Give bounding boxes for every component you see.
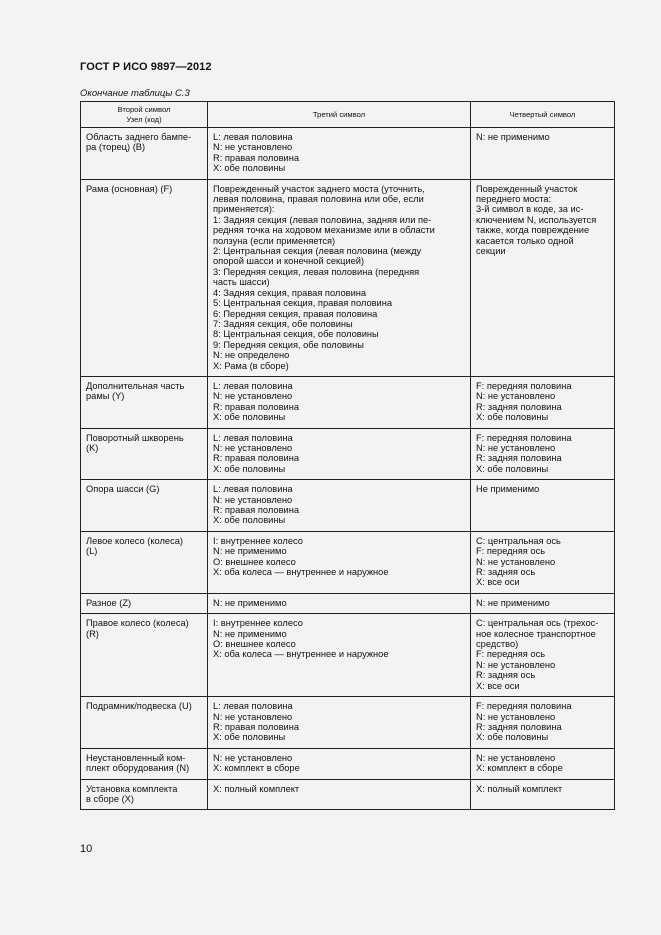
cell-text-line: секции <box>476 246 506 257</box>
cell-text-line: 3-й символ в коде, за ис- <box>476 204 584 215</box>
page-number: 10 <box>80 843 93 855</box>
table-row <box>81 779 615 810</box>
table-header-row <box>81 102 615 128</box>
cell-text-line: также, когда повреждение <box>476 225 590 236</box>
cell-text-line: Установка комплекта <box>86 783 178 794</box>
column-header-second-symbol <box>81 102 208 128</box>
cell-text-line: (K) <box>86 442 99 453</box>
fourth-symbol-cell <box>471 128 615 180</box>
cell-text-line: C: центральная ось (трехос- <box>476 618 599 629</box>
table-row <box>81 614 615 697</box>
cell-text-line: плект оборудования (N) <box>86 763 190 774</box>
column-header-fourth-symbol <box>471 102 615 128</box>
column-header-line: Второй символ <box>117 104 171 114</box>
third-symbol-cell <box>208 179 471 376</box>
fourth-symbol-cell <box>471 428 615 480</box>
table-row <box>81 179 615 376</box>
cell-text-line: (L) <box>86 546 98 557</box>
table-row <box>81 428 615 480</box>
cell-text-line: часть шасси) <box>213 277 270 288</box>
cell-text-line: ключением N, используется <box>476 214 597 225</box>
cell-text-line: 2: Центральная секция (левая половина (между <box>213 246 422 257</box>
cell-text-line: N: не установлено <box>213 494 293 505</box>
cell-text-line: N: не установлено <box>213 142 293 153</box>
third-symbol-cell <box>208 428 471 480</box>
cell-text-line: N: не применимо <box>476 597 550 608</box>
cell-text-line: X: оба колеса — внутреннее и наружное <box>213 567 389 578</box>
damage-code-table <box>80 101 615 810</box>
cell-text-line: N: не установлено <box>213 442 293 453</box>
cell-text-line: F: передняя половина <box>476 432 572 443</box>
cell-text-line: X: полный комплект <box>213 783 300 794</box>
cell-text-line: X: все оси <box>476 680 520 691</box>
cell-text-line: ра (торец) (B) <box>86 142 146 153</box>
cell-text-line: Область заднего бампе- <box>86 132 192 142</box>
table-caption: Окончание таблицы С.3 <box>80 88 190 99</box>
fourth-symbol-cell <box>471 779 615 810</box>
cell-text-line: Правое колесо (колеса) <box>86 618 189 629</box>
cell-text-line: F: передняя ось <box>476 649 546 660</box>
cell-text-line: 6: Передняя секция, правая половина <box>213 308 378 319</box>
cell-text-line: редняя точка на ходовом механизме или в области <box>213 225 435 236</box>
cell-text-line: Рама (основная) (F) <box>86 183 173 194</box>
second-symbol-cell <box>81 531 208 593</box>
cell-text-line: L: левая половина <box>213 432 293 443</box>
second-symbol-cell <box>81 480 208 532</box>
cell-text-line: Опора шасси (G) <box>86 484 160 495</box>
cell-text-line: X: все оси <box>476 577 520 588</box>
cell-text-line: X: обе половины <box>213 515 286 526</box>
third-symbol-cell <box>208 480 471 532</box>
cell-text-line: в сборе (X) <box>86 793 134 804</box>
table-row <box>81 531 615 593</box>
cell-text-line: N: не применимо <box>213 597 287 608</box>
cell-text-line: L: левая половина <box>213 380 293 391</box>
column-header-line: Четвертый символ <box>509 109 576 119</box>
cell-text-line: применяется): <box>213 204 275 215</box>
cell-text-line: N: не установлено <box>476 442 556 453</box>
cell-text-line: R: правая половина <box>213 505 300 515</box>
table-row <box>81 593 615 613</box>
cell-text-line: N: не применимо <box>476 132 550 142</box>
cell-text-line: N: не установлено <box>213 711 293 722</box>
cell-text-line: N: не установлено <box>476 752 556 763</box>
second-symbol-cell <box>81 748 208 779</box>
cell-text-line: N: не установлено <box>213 752 293 763</box>
cell-text-line: N: не установлено <box>476 711 556 722</box>
cell-text-line: O: внешнее колесо <box>213 556 296 567</box>
cell-text-line: R: правая половина <box>213 453 300 464</box>
cell-text-line: X: обе половины <box>476 463 549 474</box>
second-symbol-cell <box>81 593 208 613</box>
second-symbol-cell <box>81 779 208 810</box>
fourth-symbol-cell <box>471 531 615 593</box>
cell-text-line: переднего моста: <box>476 194 552 205</box>
cell-text-line: I: внутреннее колесо <box>213 535 303 546</box>
cell-text-line: ползуна (если применяется) <box>213 235 336 246</box>
cell-text-line: Неустановленный ком- <box>86 752 186 763</box>
fourth-symbol-cell <box>471 614 615 697</box>
cell-text-line: касается только одной <box>476 235 574 246</box>
cell-text-line: 4: Задняя секция, правая половина <box>213 287 367 298</box>
fourth-symbol-cell <box>471 179 615 376</box>
cell-text-line: X: обе половины <box>213 412 286 423</box>
third-symbol-cell <box>208 593 471 613</box>
third-symbol-cell <box>208 697 471 749</box>
cell-text-line: 3: Передняя секция, левая половина (передняя <box>213 266 420 277</box>
second-symbol-cell <box>81 376 208 428</box>
third-symbol-cell <box>208 376 471 428</box>
cell-text-line: L: левая половина <box>213 701 293 712</box>
cell-text-line: N: не установлено <box>476 659 556 670</box>
table-body <box>81 128 615 810</box>
cell-text-line: X: обе половины <box>476 732 549 743</box>
second-symbol-cell <box>81 614 208 697</box>
table-row <box>81 697 615 749</box>
cell-text-line: X: полный комплект <box>476 783 563 794</box>
cell-text-line: R: задняя ось <box>476 670 536 681</box>
document-header: ГОСТ Р ИСО 9897—2012 <box>80 61 212 73</box>
table-row <box>81 376 615 428</box>
second-symbol-cell <box>81 697 208 749</box>
cell-text-line: 1: Задняя секция (левая половина, задняя или пе- <box>213 214 432 225</box>
cell-text-line: R: задняя половина <box>476 721 562 732</box>
cell-text-line: 8: Центральная секция, обе половины <box>213 329 379 340</box>
second-symbol-cell <box>81 428 208 480</box>
cell-text-line: Подрамник/подвеска (U) <box>86 701 192 712</box>
cell-text-line: R: правая половина <box>213 401 300 412</box>
cell-text-line: N: не установлено <box>213 391 293 402</box>
cell-text-line: N: не установлено <box>476 556 556 567</box>
cell-text-line: X: комплект в сборе <box>213 763 300 774</box>
cell-text-line: Не применимо <box>476 484 540 495</box>
cell-text-line: N: не определено <box>213 350 290 361</box>
cell-text-line: R: правая половина <box>213 721 300 732</box>
cell-text-line: F: передняя половина <box>476 701 572 712</box>
third-symbol-cell <box>208 614 471 697</box>
third-symbol-cell <box>208 128 471 180</box>
cell-text-line: Левое колесо (колеса) <box>86 535 184 546</box>
cell-text-line: Поврежденный участок <box>476 183 578 194</box>
third-symbol-cell <box>208 748 471 779</box>
cell-text-line: 9: Передняя секция, обе половины <box>213 339 364 350</box>
cell-text-line: N: не применимо <box>213 546 287 557</box>
cell-text-line: средство) <box>476 639 519 650</box>
cell-text-line: 5: Центральная секция, правая половина <box>213 298 393 309</box>
fourth-symbol-cell <box>471 593 615 613</box>
cell-text-line: (R) <box>86 628 99 639</box>
cell-text-line: I: внутреннее колесо <box>213 618 303 629</box>
column-header-line: Третий символ <box>312 109 366 119</box>
cell-text-line: левая половина, правая половина или обе, если <box>213 194 424 205</box>
cell-text-line: R: задняя половина <box>476 453 562 464</box>
cell-text-line: X: обе половины <box>213 732 286 743</box>
cell-text-line: L: левая половина <box>213 132 293 142</box>
fourth-symbol-cell <box>471 480 615 532</box>
cell-text-line: R: задняя ось <box>476 567 536 578</box>
cell-text-line: X: комплект в сборе <box>476 763 563 774</box>
cell-text-line: ное колесное транспортное <box>476 628 596 639</box>
third-symbol-cell <box>208 779 471 810</box>
cell-text-line: C: центральная ось <box>476 535 561 546</box>
cell-text-line: опорой шасси и конечной секцией) <box>213 256 365 267</box>
cell-text-line: N: не применимо <box>213 628 287 639</box>
fourth-symbol-cell <box>471 376 615 428</box>
cell-text-line: N: не установлено <box>476 391 556 402</box>
table-row <box>81 480 615 532</box>
cell-text-line: Дополнительная часть <box>86 380 185 391</box>
cell-text-line: L: левая половина <box>213 484 293 495</box>
column-header-line: Узел (код) <box>126 114 162 124</box>
cell-text-line: X: обе половины <box>213 163 286 174</box>
second-symbol-cell <box>81 128 208 180</box>
cell-text-line: O: внешнее колесо <box>213 639 296 650</box>
cell-text-line: 7: Задняя секция, обе половины <box>213 318 353 329</box>
cell-text-line: X: обе половины <box>213 463 286 474</box>
cell-text-line: Разное (Z) <box>86 597 132 608</box>
cell-text-line: Поворотный шкворень <box>86 432 184 443</box>
cell-text-line: X: Рама (в сборе) <box>213 360 289 371</box>
cell-text-line: F: передняя половина <box>476 380 572 391</box>
cell-text-line: Поврежденный участок заднего моста (уточнить, <box>213 183 425 194</box>
column-header-third-symbol <box>208 102 471 128</box>
fourth-symbol-cell <box>471 748 615 779</box>
table-row <box>81 128 615 180</box>
table-row <box>81 748 615 779</box>
cell-text-line: R: задняя половина <box>476 401 562 412</box>
cell-text-line: X: обе половины <box>476 412 549 423</box>
cell-text-line: R: правая половина <box>213 152 300 163</box>
second-symbol-cell <box>81 179 208 376</box>
cell-text-line: F: передняя ось <box>476 546 546 557</box>
cell-text-line: X: оба колеса — внутреннее и наружное <box>213 649 389 660</box>
third-symbol-cell <box>208 531 471 593</box>
fourth-symbol-cell <box>471 697 615 749</box>
cell-text-line: рамы (Y) <box>86 391 125 402</box>
